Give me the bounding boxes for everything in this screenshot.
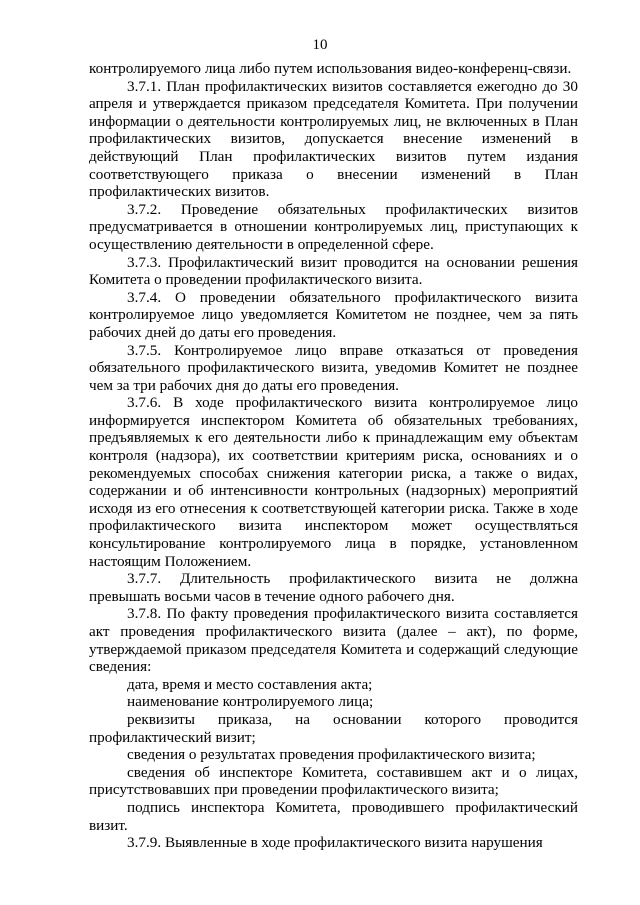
page-number: 10 bbox=[312, 37, 328, 53]
paragraph-3-7-7: 3.7.7. Длительность профилактического визита не должна превышать восьми часов в течение одного рабочего дня. bbox=[89, 570, 578, 605]
act-item-inspector: сведения об инспекторе Комитета, составившем акт и о лицах, присутствовавших при проведении профилактического визита; bbox=[89, 763, 578, 799]
paragraph-3-7-9: 3.7.9. Выявленные в ходе профилактического визита нарушения bbox=[127, 834, 543, 852]
act-item-signature: подпись инспектора Комитета, проводившего профилактический визит. bbox=[89, 798, 578, 834]
paragraph-3-7-8: 3.7.8. По факту проведения профилактического визита составляется акт проведения профилактического визита (далее – акт), по форме, утверждаемой приказом председателя Комитета и содержащий следующие сведения: bbox=[89, 605, 578, 676]
act-item-name: наименование контролируемого лица; bbox=[127, 693, 374, 711]
paragraph-3-7-1: 3.7.1. План профилактических визитов составляется ежегодно до 30 апреля и утверждается приказом председателя Комитета. При получении информации о деятельности контролируемых лиц, не включенных в План профилактических визитов, допускается внесение изменений в действующий План профилактических визитов путем издания соответствующего приказа о внесении изменений в План профилактических визитов. bbox=[89, 77, 578, 201]
paragraph-3-7-2: 3.7.2. Проведение обязательных профилактических визитов предусматривается в отношении контролируемых лиц, приступающих к осуществлению деятельности в определенной сфере. bbox=[89, 200, 578, 253]
paragraph-continuation: контролируемого лица либо путем использования видео-конференц-связи. bbox=[89, 60, 572, 77]
paragraph-3-7-5: 3.7.5. Контролируемое лицо вправе отказаться от проведения обязательного профилактического визита, уведомив Комитет не позднее чем за три рабочих дня до даты его проведения. bbox=[89, 341, 578, 394]
act-item-results: сведения о результатах проведения профилактического визита; bbox=[127, 746, 536, 764]
paragraph-3-7-4: 3.7.4. О проведении обязательного профилактического визита контролируемое лицо уведомляется Комитетом не позднее, чем за пять рабочих дней до даты его проведения. bbox=[89, 288, 578, 341]
act-item-order: реквизиты приказа, на основании которого проводится профилактический визит; bbox=[89, 710, 578, 746]
paragraph-3-7-3: 3.7.3. Профилактический визит проводится на основании решения Комитета о проведении профилактического визита. bbox=[89, 253, 578, 289]
act-item-date: дата, время и место составления акта; bbox=[127, 675, 373, 693]
paragraph-3-7-6: 3.7.6. В ходе профилактического визита контролируемое лицо информируется инспектором Комитета об обязательных требованиях, предъявляемых к его деятельности либо к принадлежащим ему объектам контроля (надзора), их соответствии критериям риска, основаниях и о рекомендуемых способах снижения категории риска, а также о видах, содержании и об интенсивности контрольных (надзорных) мероприятий исходя из его отнесения к соответствующей категории риска. Также в ходе профилактического визита инспектором может осуществляться консультирование контролируемого лица в порядке, установленном настоящим Положением. bbox=[89, 394, 578, 570]
document-body bbox=[89, 60, 578, 852]
